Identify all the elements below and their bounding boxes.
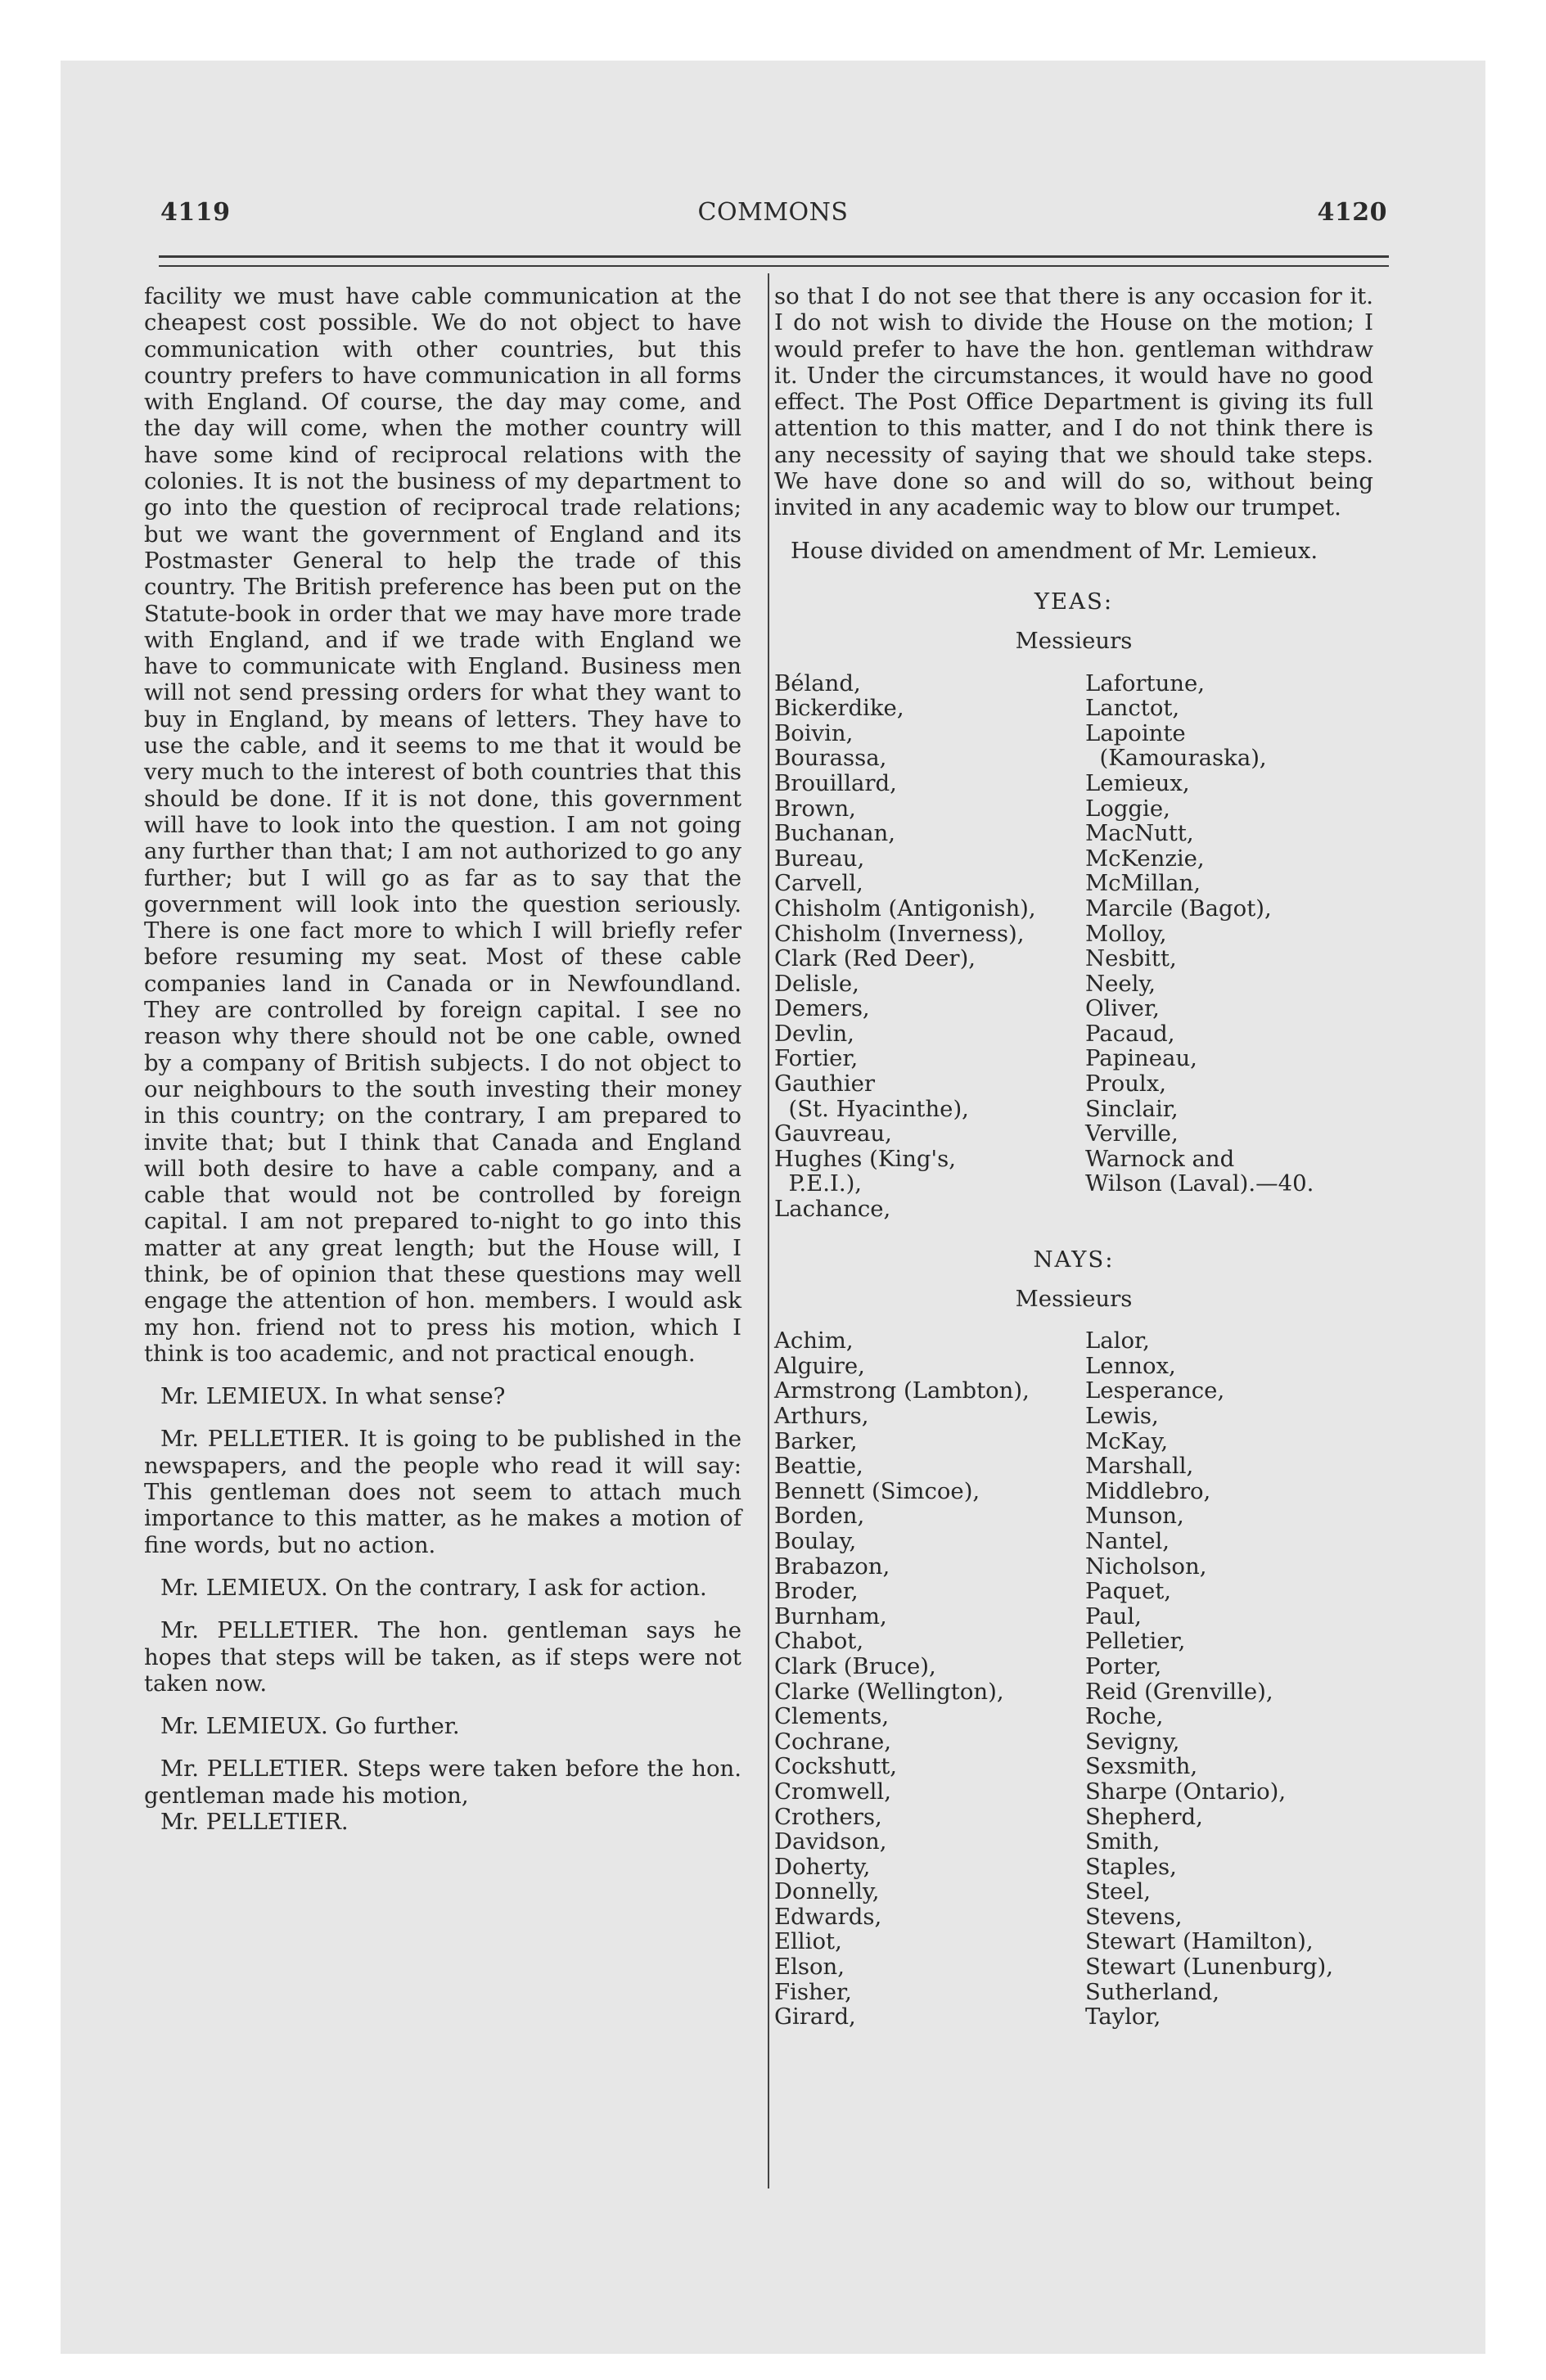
nays-name-left: Barker,	[774, 1427, 858, 1454]
nays-name-right: Stewart (Lunenburg),	[1085, 1954, 1333, 1981]
nays-subheading: Messieurs	[1015, 1285, 1133, 1312]
nays-name-right: Roche,	[1085, 1703, 1164, 1730]
nays-heading: NAYS:	[1033, 1246, 1115, 1273]
nays-name-left: Fisher,	[774, 1978, 852, 2005]
nays-name-right: Staples,	[1085, 1853, 1177, 1880]
nays-name-left: Elson,	[774, 1954, 845, 1981]
yeas-name-right: McMillan,	[1085, 870, 1201, 897]
yeas-name-left: Demers,	[774, 995, 870, 1022]
nays-name-left: Clements,	[774, 1703, 890, 1730]
nays-name-left: Alguire,	[774, 1352, 865, 1379]
yeas-name-right: Proulx,	[1085, 1071, 1166, 1098]
nays-name-left: Davidson,	[774, 1828, 887, 1855]
nays-name-right: Lewis,	[1085, 1403, 1159, 1429]
nays-name-left: Elliot,	[774, 1928, 842, 1955]
yeas-name-right: Verville,	[1085, 1120, 1179, 1147]
scanned-page	[61, 61, 1485, 2354]
speech-lemieux-2: Mr. LEMIEUX. On the contrary, I ask for action.	[160, 1574, 707, 1601]
yeas-name-right: Lanctot,	[1085, 695, 1180, 722]
yeas-name-right: Neely,	[1085, 970, 1156, 997]
nays-name-left: Arthurs,	[774, 1403, 869, 1429]
yeas-name-left: Gauvreau,	[774, 1120, 892, 1147]
left-column	[144, 283, 741, 1835]
nays-name-right: Middlebro,	[1085, 1477, 1211, 1504]
nays-name-right: Porter,	[1085, 1652, 1162, 1679]
nays-name-left: Cochrane,	[774, 1728, 891, 1755]
nays-list	[774, 1328, 1373, 2030]
nays-name-left: Cromwell,	[774, 1778, 891, 1805]
yeas-name-right: Pacaud,	[1085, 1020, 1175, 1047]
speech-pelletier-3: Mr. PELLETIER. Steps were taken before the hon. gentleman made his motion,	[144, 1756, 741, 1809]
yeas-list	[774, 671, 1373, 1222]
nays-name-right: Smith,	[1085, 1828, 1161, 1855]
nays-name-right: Stewart (Hamilton),	[1085, 1928, 1314, 1955]
yeas-name-right	[1085, 1197, 1373, 1222]
nays-name-right: Paquet,	[1085, 1578, 1172, 1605]
yeas-name-left: Bickerdike,	[774, 695, 904, 722]
nays-name-right: Paul,	[1085, 1602, 1142, 1629]
nays-name-right: Marshall,	[1085, 1453, 1194, 1480]
yeas-name-right: Nesbitt,	[1085, 945, 1177, 972]
header-rule	[159, 255, 1389, 258]
yeas-name-right: Lapointe	[1085, 719, 1186, 746]
yeas-name-left: Buchanan,	[774, 820, 895, 847]
nays-name-right: Pelletier,	[1085, 1628, 1186, 1655]
yeas-name-left: Chisholm (Inverness),	[774, 920, 1025, 947]
yeas-name-left: Devlin,	[774, 1020, 854, 1047]
nays-name-right: Stevens,	[1085, 1903, 1183, 1930]
yeas-name-left: Bureau,	[774, 845, 865, 872]
nays-name-right: Taylor,	[1085, 2004, 1161, 2031]
yeas-name-left: Gauthier	[774, 1071, 876, 1098]
nays-name-left: Clark (Bruce),	[774, 1652, 936, 1679]
column-separator	[768, 273, 769, 2188]
nays-name-right: Steel,	[1085, 1878, 1151, 1905]
yeas-name-right: MacNutt,	[1085, 820, 1194, 847]
yeas-name-left: Delisle,	[774, 970, 859, 997]
body-paragraph: facility we must have cable communication at the cheapest cost possible. We do not object to have communication with other countries, but this country prefers to have communication in all forms with England. Of course, the day may come, and the day will come, when the mother country will have some kind of reciprocal relations with the colonies. It is not the business of my department to go into the question of reciprocal trade relations; but we want the government of England and its Postmaster General to help the trade of this country. The British preference has been put on the Statute-book in order that we may have more trade with England, and if we trade with England we have to communicate with England. Business men will not send pressing orders for what they want to buy in England, by means of letters. They have to use the cable, and it seems to me that it would be very much to the interest of both countries that this should be done. If it is not done, this government will have to look into the question. I am not going any further than that; I am not authorized to go any further; but I will go as far as to say that the government will look into the question seriously. There is one fact more to which I will briefly refer before resuming my seat. Most of these cable companies land in Canada or in Newfoundland. They are controlled by foreign capital. I see no reason why there should not be one cable, owned by a company of British subjects. I do not object to our neighbours to the south investing their money in this country; on the contrary, I am prepared to invite that; but I think that Canada and England will both desire to have a cable company, and a cable that would not be controlled by foreign capital. I am not prepared to-night to go into this matter at any great length; but the House will, I think, be of opinion that these questions may well engage the attention of hon. members. I would ask my hon. friend not to press his motion, which I think is too academic, and not practical enough.	[144, 283, 741, 1367]
nays-name-left: Brabazon,	[774, 1553, 890, 1580]
nays-name-left: Edwards,	[774, 1903, 882, 1930]
speech-lemieux-3: Mr. LEMIEUX. Go further.	[160, 1713, 460, 1740]
speech-pelletier-2: Mr. PELLETIER. The hon. gentleman says he hopes that steps will be taken, as if steps were not taken now.	[144, 1617, 741, 1697]
nays-name-right: Sutherland,	[1085, 1978, 1219, 2005]
yeas-name-right: (Kamouraska),	[1085, 745, 1267, 772]
nays-name-right: Lennox,	[1085, 1352, 1176, 1379]
header-rule-thin	[159, 265, 1389, 267]
division-statement: House divided on amendment of Mr. Lemieux.	[791, 537, 1318, 564]
nays-name-left: Beattie,	[774, 1453, 863, 1480]
page-content	[61, 61, 1485, 2354]
speech-lemieux-1: Mr. LEMIEUX. In what sense?	[160, 1383, 506, 1410]
yeas-name-right: Loggie,	[1085, 795, 1170, 822]
yeas-name-right: Sinclair,	[1085, 1095, 1179, 1122]
nays-name-left: Chabot,	[774, 1628, 864, 1655]
nays-name-right: Lesperance,	[1085, 1377, 1225, 1404]
yeas-name-left: P.E.I.),	[774, 1170, 863, 1197]
yeas-name-right: Lemieux,	[1085, 769, 1190, 796]
nays-name-right: Nicholson,	[1085, 1553, 1207, 1580]
yeas-name-right: Wilson (Laval).—40.	[1085, 1170, 1314, 1197]
speaker-line: Mr. PELLETIER.	[160, 1809, 349, 1836]
yeas-name-right: Oliver,	[1085, 995, 1160, 1022]
nays-name-left: Achim,	[774, 1327, 854, 1355]
nays-name-left: Crothers,	[774, 1803, 882, 1830]
yeas-name-left: Lachance,	[774, 1196, 891, 1223]
nays-name-left: Broder,	[774, 1578, 859, 1605]
nays-name-left: Burnham,	[774, 1602, 887, 1629]
yeas-heading: YEAS:	[1034, 588, 1114, 615]
yeas-subheading: Messieurs	[1015, 628, 1133, 655]
nays-name-left: Girard,	[774, 2004, 856, 2031]
yeas-name-right: Warnock and	[1085, 1145, 1235, 1172]
nays-name-left: Armstrong (Lambton),	[774, 1377, 1030, 1404]
yeas-name-right: Lafortune,	[1085, 669, 1206, 696]
nays-name-left: Cockshutt,	[774, 1753, 898, 1780]
page-number-left: 4119	[160, 198, 231, 227]
yeas-name-left: Clark (Red Deer),	[774, 945, 976, 972]
yeas-name-left: (St. Hyacinthe),	[774, 1095, 969, 1122]
nays-name-left: Clarke (Wellington),	[774, 1678, 1004, 1705]
yeas-name-left: Hughes (King's,	[774, 1145, 956, 1172]
yeas-name-right: Papineau,	[1085, 1045, 1197, 1072]
yeas-name-left: Bourassa,	[774, 745, 887, 772]
nays-name-right: Nantel,	[1085, 1527, 1170, 1554]
nays-name-right: Sevigny,	[1085, 1728, 1180, 1755]
yeas-name-left: Béland,	[774, 669, 861, 696]
nays-name-right: Lalor,	[1085, 1327, 1150, 1355]
nays-name-right: Reid (Grenville),	[1085, 1678, 1273, 1705]
nays-name-right: Sexsmith,	[1085, 1753, 1198, 1780]
speech-pelletier-1: Mr. PELLETIER. It is going to be published in the newspapers, and the people who read it will say: This gentleman does not seem to attach much importance to this matter, as he makes a motion of fine words, but no action.	[144, 1426, 741, 1558]
yeas-name-left: Brouillard,	[774, 769, 897, 796]
nays-name-left: Bennett (Simcoe),	[774, 1477, 980, 1504]
page-number-right: 4120	[1317, 198, 1387, 227]
nays-name-left: Borden,	[774, 1503, 865, 1530]
body-paragraph: so that I do not see that there is any occasion for it. I do not wish to divide the House on the motion; I would prefer to have the hon. gentleman withdraw it. Under the circumstances, it would have no good effect. The Post Office Department is giving its full attention to this matter, and I do not think there is any necessity of saying that we should take steps. We have done so and will do so, without being invited in any academic way to blow our trumpet.	[774, 283, 1373, 521]
nays-name-right: Shepherd,	[1085, 1803, 1203, 1830]
nays-name-left: Donnelly,	[774, 1878, 880, 1905]
yeas-name-right: Molloy,	[1085, 920, 1167, 947]
nays-name-left: Doherty,	[774, 1853, 871, 1880]
running-title: COMMONS	[697, 198, 849, 227]
yeas-name-left: Chisholm (Antigonish),	[774, 895, 1036, 922]
nays-name-right: Sharpe (Ontario),	[1085, 1778, 1287, 1805]
yeas-name-right: McKenzie,	[1085, 845, 1205, 872]
right-column	[774, 283, 1373, 2030]
yeas-name-left: Brown,	[774, 795, 856, 822]
nays-name-right: Munson,	[1085, 1503, 1184, 1530]
yeas-name-left: Carvell,	[774, 870, 863, 897]
nays-name-right: McKay,	[1085, 1427, 1169, 1454]
yeas-name-left: Fortier,	[774, 1045, 859, 1072]
yeas-name-left: Boivin,	[774, 719, 854, 746]
nays-name-left: Boulay,	[774, 1527, 857, 1554]
yeas-name-right: Marcile (Bagot),	[1085, 895, 1272, 922]
